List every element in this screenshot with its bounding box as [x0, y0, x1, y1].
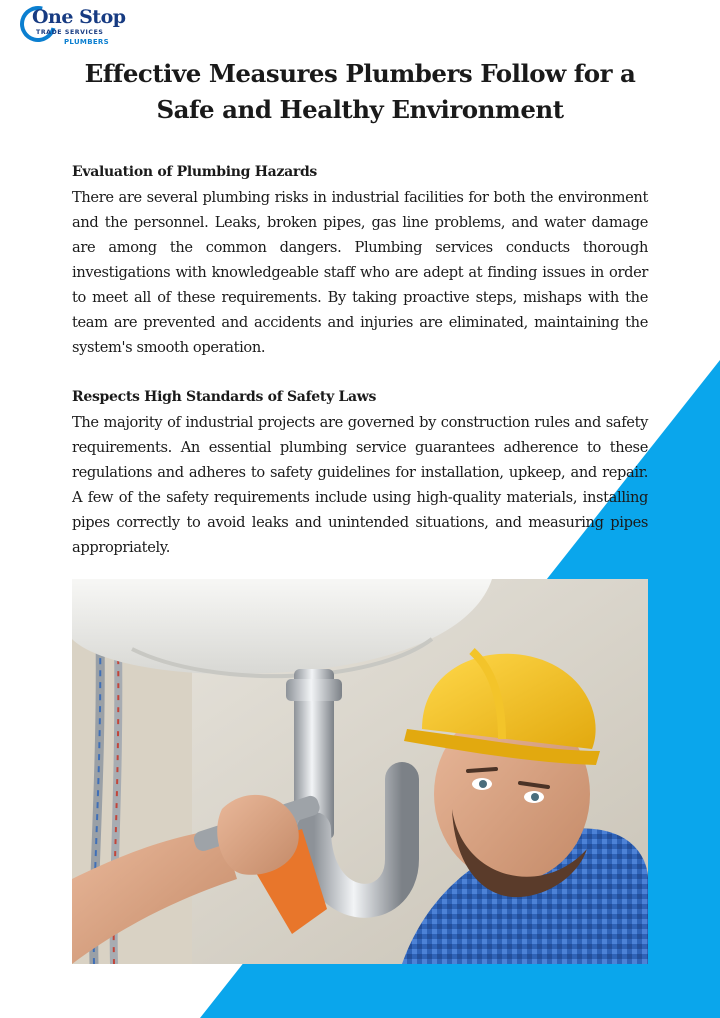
- worker-iris-left: [479, 780, 487, 788]
- page-title: Effective Measures Plumbers Follow for a Safe and Healthy Environment: [84, 59, 636, 124]
- section-heading: Evaluation of Plumbing Hazards: [72, 164, 318, 180]
- section-hazards: [72, 160, 648, 360]
- drain-pipe-nut: [286, 679, 342, 701]
- section-heading: Respects High Standards of Safety Laws: [72, 389, 377, 405]
- company-logo: [20, 4, 126, 50]
- logo-sub: PLUMBERS: [64, 38, 109, 46]
- logo-tagline: TRADE SERVICES: [36, 29, 104, 36]
- section-safety-laws: [72, 385, 648, 560]
- worker-iris-right: [531, 793, 539, 801]
- section-body: The majority of industrial projects are governed by construction rules and safety requirements. An essential plumbing service guarantees adherence to these regulations and adheres to safety guidelines for installation, upkeep, and repair. A few of the safety requirements include using high-quality materials, installing pipes correctly to avoid leaks and unintended situations, and measuring pipes appropriately.: [72, 414, 648, 556]
- document-content: [72, 56, 648, 560]
- section-body: There are several plumbing risks in industrial facilities for both the environment and the personnel. Leaks, broken pipes, gas line problems, and water damage are among the common dangers. Plumbing services conducts thorough investigations with knowledgeable staff who are adept at finding issues in order to meet all of these requirements. By taking proactive steps, mishaps with the team are prevented and accidents and injuries are eliminated, maintaining the system's smooth operation.: [72, 189, 648, 356]
- logo-brand-name: One Stop: [32, 6, 126, 28]
- plumber-illustration: [72, 579, 648, 964]
- plumber-photo: [72, 579, 648, 964]
